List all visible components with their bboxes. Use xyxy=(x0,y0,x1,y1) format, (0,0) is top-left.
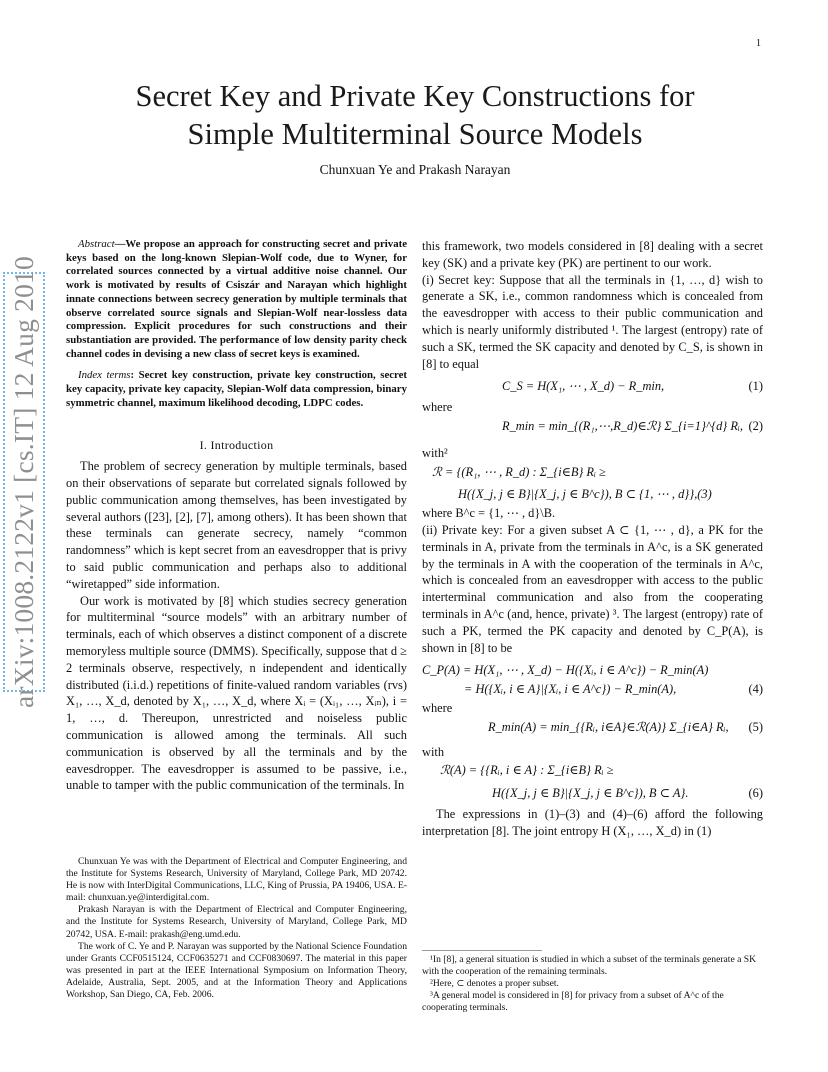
footnote-author-ye: Chunxuan Ye was with the Department of Electrical and Computer Engineering, and the Institute for Systems Research, University of Maryland, College Park, MD 20742. He is now with InterDigital Communications, LLC, King of Prussia, PA 19406, USA. E-mail: chunxuan.ye@interdigital.com. xyxy=(66,856,407,904)
equation-1-body: C_S = H(X₁, ⋯ , X_d) − R_min, xyxy=(502,379,665,394)
equation-4-line-1: C_P(A) = H(X₁, ⋯ , X_d) − H({Xᵢ, i ∈ A^c}) − R_min(A) xyxy=(422,663,709,678)
equation-4-line-2: = H({Xᵢ, i ∈ A}|{Xᵢ, i ∈ A^c}) − R_min(A), xyxy=(464,682,677,697)
title-line-2: Simple Multiterminal Source Models xyxy=(187,117,643,151)
abstract-label: Abstract xyxy=(78,238,115,250)
equation-4 xyxy=(422,681,763,698)
footnote-divider xyxy=(422,950,542,951)
footnote-funding: The work of C. Ye and P. Narayan was supported by the National Science Foundation under Grants CCF0515124, CCF0635271 and CCF0830697. The material in this paper was presented in part at the IEEE International Symposium on Information Theory, Adelaide, Australia, Sept. 2005, and at the Information Theory and Applications Workshop, San Diego, CA, Feb. 2006. xyxy=(66,940,407,1001)
equation-4-number: (4) xyxy=(748,682,763,697)
interpretation-paragraph: The expressions in (1)–(3) and (4)–(6) afford the following interpretation [8]. The joint entropy H (X₁, …, X_d) in (1) xyxy=(422,806,763,838)
index-terms-label: Index terms xyxy=(78,369,131,382)
arxiv-watermark[interactable]: arXiv:1008.2122v1 [cs.IT] 12 Aug 2010 xyxy=(3,272,45,692)
footnote-2: ²Here, ⊂ denotes a proper subset. xyxy=(430,978,559,990)
equation-6-line-1: ℛ(A) = {{Rᵢ, i ∈ A} : Σ_{i∈B} Rᵢ ≥ xyxy=(440,763,614,778)
title-line-1: Secret Key and Private Key Constructions for xyxy=(135,79,695,113)
equation-2-number: (2) xyxy=(748,418,763,433)
private-key-paragraph: (ii) Private key: For a given subset A ⊂ {1, ⋯ , d}, a PK for the terminals in A, private from the terminals in A^c, is a SK generated by the terminals in A with the cooperation of the terminals in A^c, which is concealed from an eavesdropper with access to the public interterminal communication and also from the cooperating terminals in A^c (and, hence, private) ³. The largest (entropy) rate of such a PK, termed the PK capacity and denoted by C_P(A), is shown in [8] to be xyxy=(422,522,763,655)
equation-5-number: (5) xyxy=(748,719,763,734)
page-number: 1 xyxy=(756,38,761,49)
paper-title xyxy=(70,77,760,153)
abstract xyxy=(66,238,407,361)
equation-6-number: (6) xyxy=(748,786,763,801)
footnote-3: ³A general model is considered in [8] for privacy from a subset of A^c of the cooperating terminals. xyxy=(422,990,724,1014)
where-label-2: where xyxy=(422,700,453,715)
with-label-1: with² xyxy=(422,445,448,460)
authors: Chunxuan Ye and Prakash Narayan xyxy=(319,162,511,177)
index-terms xyxy=(66,369,407,410)
equation-2 xyxy=(422,418,763,435)
footnote-author-narayan: Prakash Narayan is with the Department of Electrical and Computer Engineering, and the Institute for Systems Research, University of Maryland, College Park, MD 20742, USA. E-mail: prakash@eng.umd.edu. xyxy=(66,904,407,940)
secret-key-paragraph: (i) Secret key: Suppose that all the terminals in {1, …, d} wish to generate a SK, i.e., common randomness which is concealed from the eavesdropper with access to their public communication and which is nearly uniformly distributed ¹. The largest (entropy) rate of such a SK, termed the SK capacity and denoted by C_S, is shown in [8] to equal xyxy=(422,272,763,371)
intro-paragraph-2: Our work is motivated by [8] which studies secrecy generation for multiterminal “source models” with an arbitrary number of terminals, each of which observes a distinct component of a discrete memoryless multiple source (DMMS). Specifically, suppose that d ≥ 2 terminals observe, respectively, n independent and identically distributed (i.i.d.) repetitions of finite-valued random variables (rvs) X₁, …, X_d, denoted by X₁, …, X_d, where Xᵢ = (Xᵢ₁, …, Xᵢₙ), i = 1, …, d. Thereupon, unrestricted and noiseless public communication is allowed among the terminals. All such communication is observed by all the terminals and by the eavesdropper. The eavesdropper is assumed to be passive, i.e., unable to tamper with the public communication of the terminals. In xyxy=(66,593,407,793)
with-label-2: with xyxy=(422,744,445,759)
equation-5-body: R_min(A) = min_{{Rᵢ, i∈A}∈ℛ(A)} Σ_{i∈A} Rᵢ, xyxy=(488,719,729,734)
where-label-1: where xyxy=(422,400,453,415)
equation-3-line-1: ℛ = {(R₁, ⋯ , R_d) : Σ_{i∈B} Rᵢ ≥ xyxy=(432,464,606,479)
equation-3-line-2: H({X_j, j ∈ B}|{X_j, j ∈ B^c}), B ⊂ {1, ⋯ , d}},(3) xyxy=(458,487,712,502)
equation-1 xyxy=(422,378,763,395)
right-paragraph-1: this framework, two models considered in [8] dealing with a secret key (SK) and a private key (PK) are pertinent to our work. xyxy=(422,239,763,270)
abstract-text: —We propose an approach for constructing secret and private keys based on the long-known Slepian-Wolf code, due to Wyner, for correlated sources connected by a virtual additive noise channel. Our work is motivated by results of Csiszár and Narayan which highlight innate connections between secrecy generation by multiple terminals that observe correlated source signals and Slepian-Wolf near-lossless data compression. Explicit procedures for such constructions and their substantiation are provided. The performance of low density parity check channel codes in devising a new class of secret keys is examined. xyxy=(66,238,407,360)
left-column xyxy=(66,238,407,794)
equation-1-number: (1) xyxy=(748,379,763,394)
equation-6-line-2: H({X_j, j ∈ B}|{X_j, j ∈ B^c}), B ⊂ A}. xyxy=(492,786,689,801)
equation-5 xyxy=(422,719,763,736)
intro-paragraph-1: The problem of secrecy generation by multiple terminals, based on their observations of separate but correlated signals followed by public communication among themselves, has been investigated by several authors ([23], [2], [7], among others). It has been shown that these terminals can generate secrecy, namely “common randomness” which is kept secret from an eavesdropper that is privy to said public communication and perhaps also to additional “wiretapped” side information. xyxy=(66,459,407,591)
author-footnotes xyxy=(66,856,407,1001)
index-terms-text: : Secret key construction, private key construction, secret key capacity, private key capacity, Slepian-Wolf data compression, binary symmetric channel, maximum likelihood decoding, LDPC codes. xyxy=(66,369,408,409)
where-bc: where B^c = {1, ⋯ , d}\B. xyxy=(422,506,556,521)
right-footnotes xyxy=(422,950,763,1014)
equation-6 xyxy=(422,785,763,802)
footnote-1: ¹In [8], a general situation is studied in which a subset of the terminals generate a SK with the cooperation of the remaining terminals. xyxy=(422,954,757,978)
equation-2-body: R_min = min_{(R₁,⋯,R_d)∈ℛ} Σ_{i=1}^{d} Rᵢ, xyxy=(502,418,743,433)
right-column xyxy=(422,238,763,840)
section-heading-introduction: I. Introduction xyxy=(199,438,274,453)
